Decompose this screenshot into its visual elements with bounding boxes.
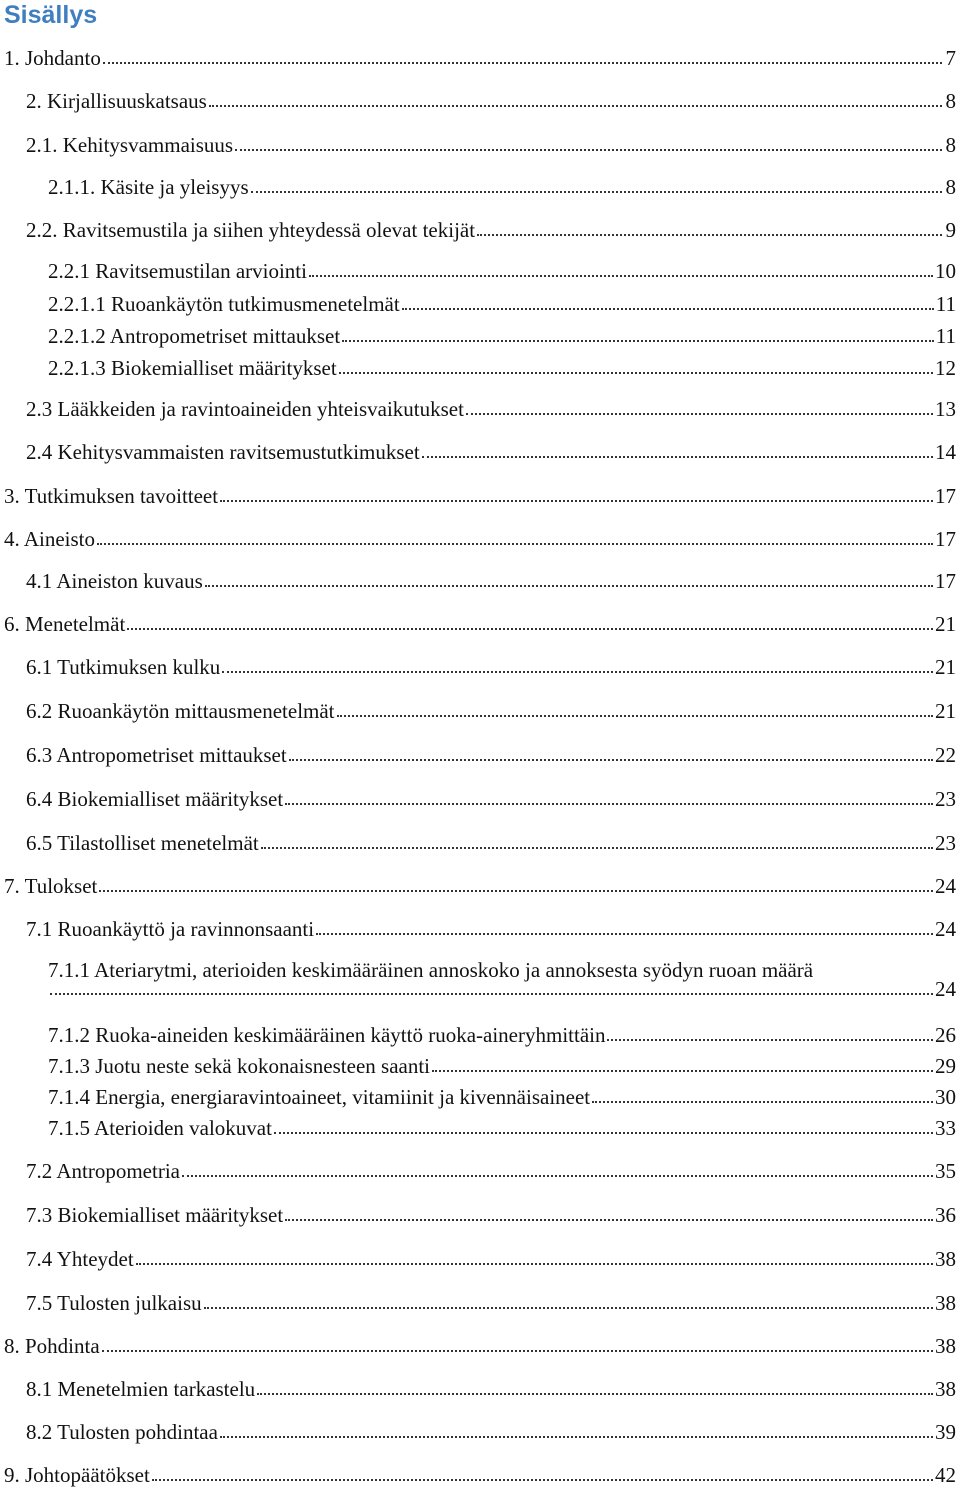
dot-leader bbox=[466, 412, 933, 415]
toc-entry-text: 8.2 Tulosten pohdintaa bbox=[26, 1420, 218, 1444]
dot-leader bbox=[152, 1478, 933, 1481]
toc-entry[interactable] bbox=[48, 253, 956, 283]
toc-page-number: 11 bbox=[935, 324, 956, 348]
toc-page-number: 24 bbox=[935, 874, 956, 898]
toc-entry[interactable] bbox=[48, 169, 956, 199]
toc-page-number: 38 bbox=[935, 1247, 956, 1271]
toc-entry[interactable] bbox=[4, 521, 956, 551]
toc-entry-text: 6.5 Tilastolliset menetelmät bbox=[26, 831, 259, 855]
toc-entry-text: 2.4 Kehitysvammaisten ravitsemustutkimukset bbox=[26, 440, 420, 464]
dot-leader bbox=[220, 1435, 933, 1438]
toc-page-number: 39 bbox=[935, 1420, 956, 1444]
toc-entry-text: 3. Tutkimuksen tavoitteet bbox=[4, 484, 219, 508]
toc-entry[interactable] bbox=[4, 606, 956, 636]
dot-leader bbox=[127, 627, 933, 630]
toc-page-number: 21 bbox=[935, 699, 956, 723]
toc-entry-text: 2.2.1.2 Antropometriset mittaukset bbox=[48, 324, 341, 348]
toc-entry-text: 7.1.2 Ruoka-aineiden keskimääräinen käyttö ruoka-aineryhmittäin bbox=[48, 1023, 606, 1047]
toc-entry-text: 7.3 Biokemialliset määritykset bbox=[26, 1203, 284, 1227]
dot-leader bbox=[102, 1349, 933, 1352]
toc-entry-text: 2.3 Lääkkeiden ja ravintoaineiden yhteisvaikutukset bbox=[26, 397, 464, 421]
toc-page-number: 14 bbox=[935, 440, 956, 464]
dot-leader bbox=[592, 1100, 933, 1103]
toc-entry[interactable] bbox=[48, 971, 956, 1001]
toc-page-number: 38 bbox=[935, 1334, 956, 1358]
toc-entry[interactable] bbox=[26, 1285, 956, 1315]
dot-leader bbox=[257, 1392, 933, 1395]
toc-entry-text: 8. Pohdinta bbox=[4, 1334, 100, 1358]
toc-entry[interactable] bbox=[26, 1241, 956, 1271]
toc-page-number: 7 bbox=[945, 46, 956, 70]
dot-leader bbox=[342, 339, 934, 342]
toc-entry[interactable] bbox=[26, 781, 956, 811]
toc-entry[interactable] bbox=[26, 127, 956, 157]
toc-page-number: 12 bbox=[935, 356, 956, 380]
toc-entry[interactable] bbox=[26, 1153, 956, 1183]
toc-page-number: 23 bbox=[935, 787, 956, 811]
toc-page-number: 29 bbox=[935, 1054, 956, 1078]
dot-leader bbox=[274, 1131, 933, 1134]
toc-page-number: 26 bbox=[935, 1023, 956, 1047]
toc-entry-text: 7.1.4 Energia, energiaravintoaineet, vitamiinit ja kivennäisaineet bbox=[48, 1085, 591, 1109]
toc-page-number: 24 bbox=[935, 917, 956, 941]
toc-entry-text: 2.2.1.3 Biokemialliset määritykset bbox=[48, 356, 337, 380]
dot-leader bbox=[205, 584, 933, 587]
toc-entry[interactable] bbox=[26, 434, 956, 464]
toc-page-number: 13 bbox=[935, 397, 956, 421]
toc-entry-text: 4.1 Aineiston kuvaus bbox=[26, 569, 203, 593]
dot-leader bbox=[97, 542, 933, 545]
toc-entry[interactable] bbox=[48, 318, 956, 348]
dot-leader bbox=[136, 1262, 933, 1265]
toc-page-number: 36 bbox=[935, 1203, 956, 1227]
toc-page-number: 24 bbox=[935, 977, 956, 1001]
dot-leader bbox=[261, 846, 933, 849]
toc-entry-text: 7.5 Tulosten julkaisu bbox=[26, 1291, 202, 1315]
toc-page-number: 22 bbox=[935, 743, 956, 767]
toc-page-number: 30 bbox=[935, 1085, 956, 1109]
toc-page-number: 11 bbox=[935, 292, 956, 316]
dot-leader bbox=[285, 1218, 933, 1221]
toc-entry[interactable] bbox=[26, 649, 956, 679]
toc-entry-text: 7.1 Ruoankäyttö ja ravinnonsaanti bbox=[26, 917, 315, 941]
toc-page-number: 42 bbox=[935, 1463, 956, 1487]
toc-entry-text: 7.2 Antropometria bbox=[26, 1159, 180, 1183]
dot-leader bbox=[289, 758, 933, 761]
toc-page-number: 35 bbox=[935, 1159, 956, 1183]
toc-entry[interactable] bbox=[4, 868, 956, 898]
dot-leader bbox=[432, 1069, 933, 1072]
dot-leader bbox=[99, 889, 933, 892]
dot-leader bbox=[402, 307, 934, 310]
toc-page-number: 21 bbox=[935, 612, 956, 636]
toc-page-number: 17 bbox=[935, 527, 956, 551]
toc-entry[interactable] bbox=[48, 1079, 956, 1109]
toc-entry[interactable] bbox=[26, 737, 956, 767]
toc-page-number: 21 bbox=[935, 655, 956, 679]
dot-leader bbox=[607, 1038, 933, 1041]
toc-entry[interactable] bbox=[26, 1371, 956, 1401]
toc-entry[interactable] bbox=[26, 1414, 956, 1444]
toc-entry[interactable] bbox=[48, 350, 956, 380]
dot-leader bbox=[235, 148, 942, 151]
dot-leader bbox=[422, 455, 933, 458]
toc-entry[interactable] bbox=[26, 825, 956, 855]
dot-leader bbox=[309, 274, 933, 277]
toc-entry[interactable] bbox=[26, 391, 956, 421]
toc-entry[interactable] bbox=[26, 693, 956, 723]
toc-entry[interactable] bbox=[26, 212, 956, 242]
toc-page-number: 38 bbox=[935, 1291, 956, 1315]
toc-page-number: 9 bbox=[945, 218, 956, 242]
dot-leader bbox=[339, 371, 933, 374]
toc-entry[interactable] bbox=[26, 1197, 956, 1227]
toc-entry-text: 2.1. Kehitysvammaisuus bbox=[26, 133, 234, 157]
toc-entry-text: 2. Kirjallisuuskatsaus bbox=[26, 89, 207, 113]
toc-page-number: 23 bbox=[935, 831, 956, 855]
toc-page-number: 17 bbox=[935, 569, 956, 593]
toc-entry[interactable] bbox=[26, 83, 956, 113]
dot-leader bbox=[222, 670, 933, 673]
toc-entry-text: 6.4 Biokemialliset määritykset bbox=[26, 787, 284, 811]
toc-entry-text: 6.2 Ruoankäytön mittausmenetelmät bbox=[26, 699, 335, 723]
toc-page-number: 8 bbox=[945, 133, 956, 157]
toc-page-number: 33 bbox=[935, 1116, 956, 1140]
toc-entry-text: 2.2.1.1 Ruoankäytön tutkimusmenetelmät bbox=[48, 292, 400, 316]
dot-leader bbox=[103, 61, 942, 64]
dot-leader bbox=[209, 104, 942, 107]
toc-entry[interactable] bbox=[48, 1110, 956, 1140]
toc-entry-text[interactable]: 7.1.1 Ateriarytmi, aterioiden keskimääräinen annoskoko ja annoksesta syödyn ruoan määrä bbox=[48, 958, 814, 982]
dot-leader bbox=[477, 233, 942, 236]
toc-entry[interactable] bbox=[48, 286, 956, 316]
toc-entry[interactable] bbox=[48, 1048, 956, 1078]
toc-page-number: 8 bbox=[945, 89, 956, 113]
toc-entry-text: 7.1.5 Aterioiden valokuvat bbox=[48, 1116, 272, 1140]
toc-page-number: 8 bbox=[945, 175, 956, 199]
toc-entry-text: 2.1.1. Käsite ja yleisyys bbox=[48, 175, 249, 199]
toc-entry-text: 4. Aineisto bbox=[4, 527, 96, 551]
toc-page-number: 17 bbox=[935, 484, 956, 508]
toc-entry[interactable] bbox=[4, 1457, 956, 1487]
dot-leader bbox=[251, 190, 942, 193]
toc-entry-text: 6. Menetelmät bbox=[4, 612, 126, 636]
toc-entry-text: 7. Tulokset bbox=[4, 874, 98, 898]
toc-entry-text: 7.4 Yhteydet bbox=[26, 1247, 134, 1271]
toc-entry[interactable] bbox=[26, 563, 956, 593]
toc-entry-text: 9. Johtopäätökset bbox=[4, 1463, 150, 1487]
dot-leader bbox=[316, 932, 933, 935]
toc-page-number: 10 bbox=[935, 259, 956, 283]
dot-leader bbox=[182, 1174, 933, 1177]
toc-entry[interactable] bbox=[26, 911, 956, 941]
dot-leader bbox=[285, 802, 933, 805]
dot-leader bbox=[50, 992, 933, 995]
toc-entry-text: 7.1.3 Juotu neste sekä kokonaisnesteen saanti bbox=[48, 1054, 430, 1078]
toc-page-number: 38 bbox=[935, 1377, 956, 1401]
dot-leader bbox=[204, 1306, 933, 1309]
toc-entry[interactable] bbox=[4, 478, 956, 508]
toc-entry-text: 2.2.1 Ravitsemustilan arviointi bbox=[48, 259, 307, 283]
toc-entry-text: 8.1 Menetelmien tarkastelu bbox=[26, 1377, 256, 1401]
toc-entry[interactable] bbox=[48, 1017, 956, 1047]
dot-leader bbox=[337, 714, 933, 717]
toc-entry-text: 2.2. Ravitsemustila ja siihen yhteydessä olevat tekijät bbox=[26, 218, 476, 242]
page-title: Sisällys bbox=[4, 1, 98, 29]
toc-entry-text: 6.1 Tutkimuksen kulku bbox=[26, 655, 221, 679]
toc-entry[interactable] bbox=[4, 40, 956, 70]
dot-leader bbox=[220, 499, 933, 502]
toc-entry[interactable] bbox=[4, 1328, 956, 1358]
toc-entry-text: 1. Johdanto bbox=[4, 46, 101, 70]
toc-entry-text: 6.3 Antropometriset mittaukset bbox=[26, 743, 287, 767]
